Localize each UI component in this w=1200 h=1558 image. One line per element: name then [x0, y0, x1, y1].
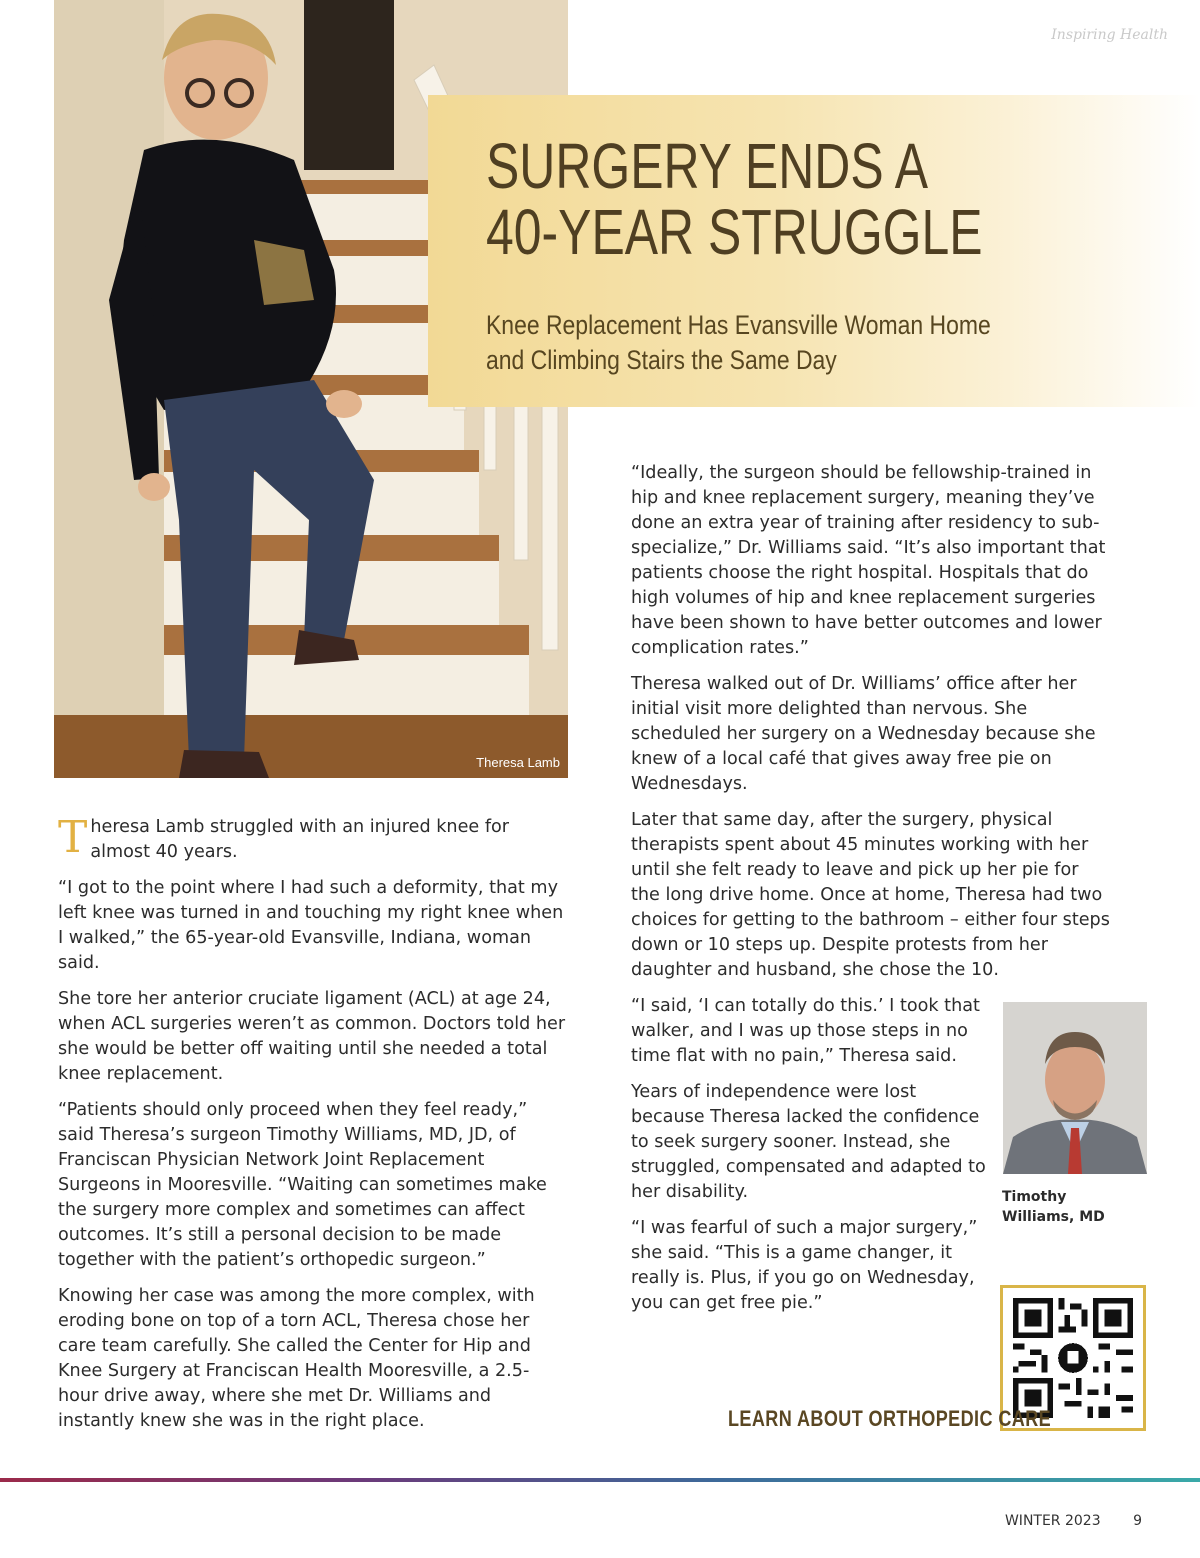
- issue-label: WINTER 2023: [1004, 1513, 1101, 1529]
- doctor-name-line-1: Timothy: [1002, 1189, 1067, 1205]
- paragraph-text: heresa Lamb struggled with an injured knee for almost 40 years.: [90, 817, 510, 862]
- running-header: Inspiring Health: [1051, 27, 1168, 43]
- title-line-2: 40-YEAR STRUGGLE: [486, 196, 983, 268]
- photo-caption: Theresa Lamb: [476, 755, 560, 770]
- paragraph: Later that same day, after the surgery, physical therapists spent about 45 minutes working with her until she felt ready to leave and pick up her pie for the long drive home. Once at home, Theresa had two choices for getting to the bathroom – either four steps down or 10 steps up. Despite protests from her daughter and husband, she chose the 10.: [631, 810, 1110, 980]
- learn-more-link[interactable]: LEARN ABOUT ORTHOPEDIC CARE: [728, 1406, 1052, 1431]
- title-box: [428, 95, 1200, 407]
- paragraph: She tore her anterior cruciate ligament (ACL) at age 24, when ACL surgeries weren’t as common. Doctors told her she would be better off waiting until she needed a total knee replacement.: [58, 989, 566, 1084]
- page-number: 9: [1133, 1513, 1142, 1529]
- paragraph: Theresa walked out of Dr. Williams’ office after her initial visit more delighted than nervous. She scheduled her surgery on a Wednesday because she knew of a local café that gives away free pie on Wednesdays.: [631, 674, 1096, 794]
- footer-rule: [0, 1478, 1200, 1482]
- subtitle-line-2: and Climbing Stairs the Same Day: [486, 345, 837, 375]
- page-footer: [1005, 1513, 1142, 1529]
- paragraph-lead: [58, 812, 568, 865]
- paragraph: Knowing her case was among the more complex, with eroding bone on top of a torn ACL, Theresa chose her care team carefully. She called the Center for Hip and Knee Surgery at Franciscan Health Mooresville, a 2.5-hour drive away, where she met Dr. Williams and instantly knew she was in the right place.: [58, 1286, 535, 1431]
- drop-cap: T: [58, 812, 88, 863]
- paragraph: “I got to the point where I had such a deformity, that my left knee was turned in and touching my right knee when I walked,” the 65-year-old Evansville, Indiana, woman said.: [58, 878, 564, 973]
- subtitle-line-1: Knee Replacement Has Evansville Woman Home: [486, 310, 991, 340]
- paragraph: Years of independence were lost because Theresa lacked the confidence to seek surgery sooner. Instead, she struggled, compensated and adapted to her disability.: [631, 1082, 986, 1202]
- article-subtitle: [486, 308, 1030, 378]
- doctor-photo: [1003, 1002, 1147, 1174]
- article-title: [486, 130, 1032, 268]
- paragraph: “Patients should only proceed when they feel ready,” said Theresa’s surgeon Timothy Williams, MD, JD, of Franciscan Physician Network Joint Replacement Surgeons in Mooresville. “Waiting can sometimes make the surgery more complex and sometimes can affect outcomes. It’s still a personal decision to be made together with the patient’s orthopedic surgeon.”: [58, 1100, 547, 1270]
- doctor-caption: [1002, 1187, 1105, 1227]
- paragraph: “I said, ‘I can totally do this.’ I took that walker, and I was up those steps in no time flat with no pain,” Theresa said.: [631, 996, 980, 1066]
- doctor-name-line-2: Williams, MD: [1002, 1209, 1105, 1225]
- left-column: [58, 812, 568, 1445]
- title-line-1: SURGERY ENDS A: [486, 130, 929, 202]
- paragraph: “I was fearful of such a major surgery,” she said. “This is a game changer, it really is. Plus, if you go on Wednesday, you can get free pie.”: [631, 1218, 978, 1313]
- paragraph: “Ideally, the surgeon should be fellowship-trained in hip and knee replacement surgery, meaning they’ve done an extra year of training after residency to sub-specialize,” Dr. Williams said. “It’s also important that patients choose the right hospital. Hospitals that do high volumes of hip and knee replacement surgeries have been shown to have better outcomes and lower complication rates.”: [631, 463, 1106, 658]
